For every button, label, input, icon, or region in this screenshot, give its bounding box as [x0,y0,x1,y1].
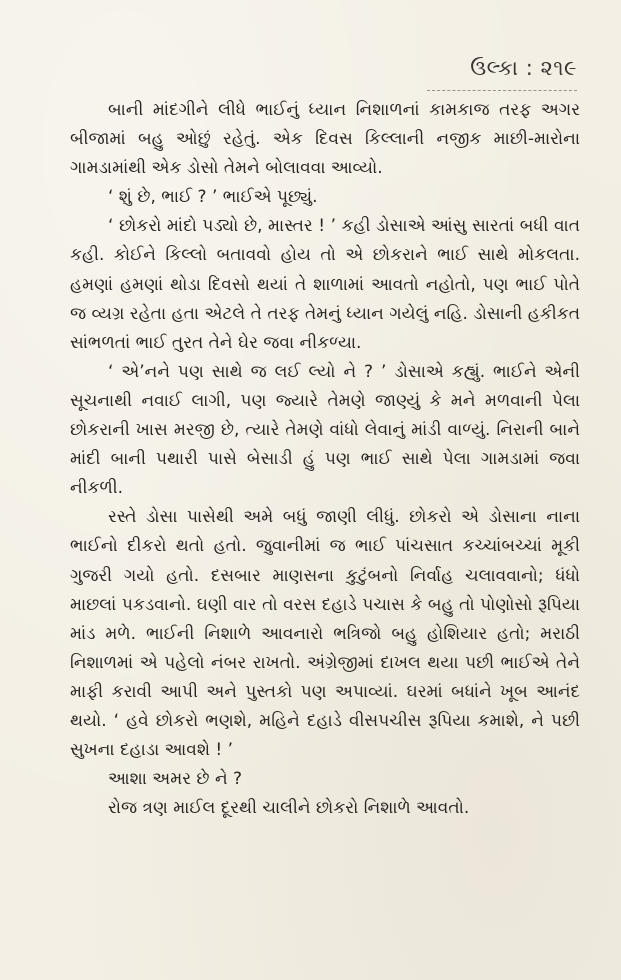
paragraph: ‘ એ’નને પણ સાથે જ લઈ લ્યો ને ? ’ ડોસાએ કહ્યું. ભાઈને એની સૂચનાથી નવાઈ લાગી, પણ જ્યારે તેમણે જાણ્યું કે મને મળવાની પેલા છોકરાની ખાસ મરજી છે, ત્યારે તેમણે વાંધો લેવાનું માંડી વાળ્યું. નિરાની બાને માંદી બાની પથારી પાસે બેસાડી હું પણ ભાઈ સાથે પેલા ગામડામાં જવા નીકળી. [70,361,580,499]
running-header: ઉલ્કા : ૨૧૯ [470,56,577,80]
paragraph: બાની માંદગીને લીધે ભાઈનું ધ્યાન નિશાળનાં કામકાજ તરફ અગર બીજામાં બહુ ઓછું રહેતું. એક દિવસ કિલ્લાની નજીક માછી-મારોના ગામડામાંથી એક ડોસો તેમને બોલાવવા આવ્યો. [70,100,580,179]
body-text [70,96,580,823]
paragraph: રોજ ત્રણ માઈલ દૂરથી ચાલીને છોકરો નિશાળે આવતો. [108,798,470,819]
paragraph: આશા અમર છે ને ? [108,769,243,790]
header-underline [427,90,577,91]
paragraph: રસ્તે ડોસા પાસેથી અમે બધું જાણી લીધું. છોકરો એ ડોસાના નાના ભાઈનો દીકરો થતો હતો. જુવાનીમાં જ ભાઈ પાંચસાત કચ્ચાંબચ્ચાં મૂકી ગુજરી ગયો હતો. દસબાર માણસના કુટુંબનો નિર્વાહ ચલાવવાનો; ધંધો માછલાં પકડવાનો. ઘણી વાર તો વરસ દહાડે પચાસ કે બહુ તો પોણોસો રૂપિયા માંડ મળે. ભાઈની નિશાળે આવનારો ભત્રિજો બહુ હોશિયાર હતો; મરાઠી નિશાળમાં એ પહેલો નંબર રાખતો. અંગ્રેજીમાં દાખલ થયા પછી ભાઈએ તેને માફી કરાવી આપી અને પુસ્તકો પણ અપાવ્યાં. ઘરમાં બધાંને ખૂબ આનંદ થયો. ‘ હવે છોકરો ભણશે, મહિને દહાડે વીસપચીસ રૂપિયા કમાશે, ને પછી સુખના દહાડા આવશે ! ’ [70,507,580,761]
paragraph: ‘ શું છે, ભાઈ ? ’ ભાઈએ પૂછ્યું. [108,187,318,208]
paragraph: ‘ છોકરો માંદો પડ્યો છે, માસ્તર ! ’ કહી ડોસાએ આંસુ સારતાં બધી વાત કહી. કોઈને કિલ્લો બતાવવો હોય તો એ છોકરાને ભાઈ સાથે મોકલતા. હમણાં હમણાં થોડા દિવસો થયાં તે શાળામાં આવતો નહોતો, પણ ભાઈ પોતે જ વ્યગ્ર રહેતા હતા એટલે તે તરફ તેમનું ધ્યાન ગયેલું નહિ. ડોસાની હકીકત સાંભળતાં ભાઈ તુરત તેને ઘેર જવા નીકળ્યા. [70,216,580,353]
